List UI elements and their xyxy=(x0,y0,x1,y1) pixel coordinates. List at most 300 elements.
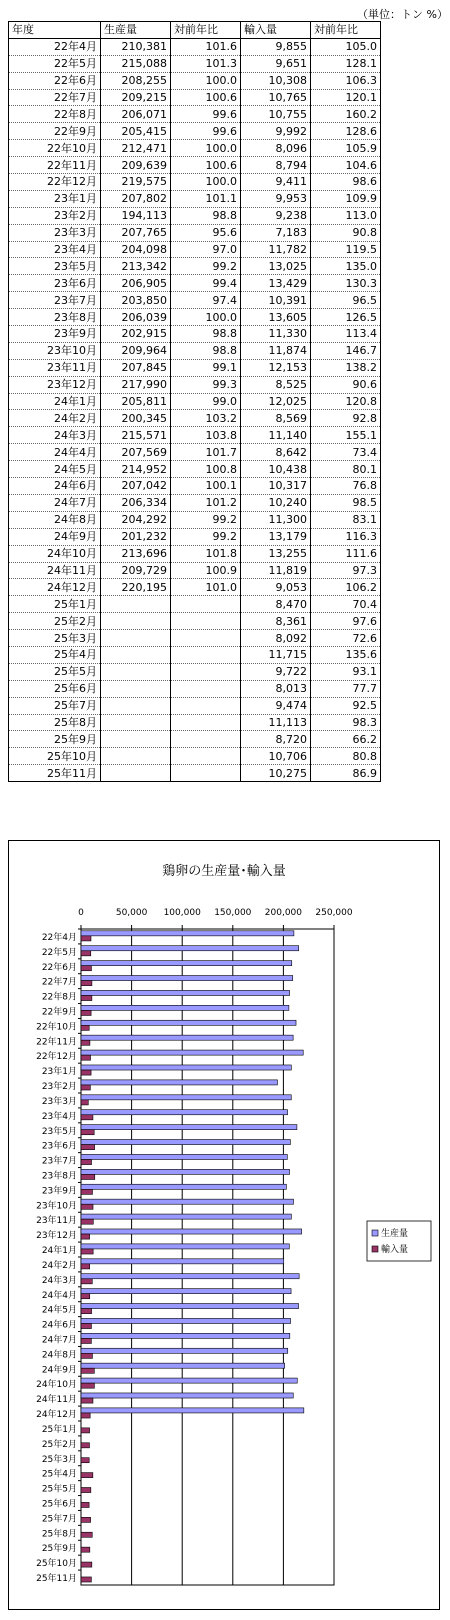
bar-production xyxy=(81,1318,291,1323)
bar-production xyxy=(81,1393,293,1398)
bar-import xyxy=(81,1413,90,1418)
cell-year: 25年8月 xyxy=(9,714,101,731)
y-tick-label: 25年9月 xyxy=(41,1544,77,1555)
bar-production xyxy=(81,1348,288,1353)
y-tick-label: 24年4月 xyxy=(41,1290,77,1301)
x-tick-label: 100,000 xyxy=(163,908,201,918)
cell-year: 22年10月 xyxy=(9,140,101,157)
cell-year: 25年1月 xyxy=(9,596,101,613)
cell-production: 206,039 xyxy=(101,309,171,326)
bar-production xyxy=(81,1274,299,1279)
x-tick-label: 0 xyxy=(78,908,84,918)
bar-production xyxy=(81,1408,304,1413)
cell-production-ratio: 100.0 xyxy=(171,72,241,89)
cell-import-ratio: 90.8 xyxy=(311,224,381,241)
cell-production-ratio xyxy=(171,630,241,647)
plot-area xyxy=(81,929,334,1585)
cell-import: 9,651 xyxy=(241,55,311,72)
y-tick-label: 24年1月 xyxy=(41,1246,77,1257)
bar-import xyxy=(81,1279,92,1284)
y-tick-label: 25年7月 xyxy=(41,1514,77,1525)
cell-production: 207,802 xyxy=(101,190,171,207)
header-production: 生産量 xyxy=(101,22,171,39)
cell-production: 208,255 xyxy=(101,72,171,89)
cell-production-ratio: 98.8 xyxy=(171,207,241,224)
bar-import xyxy=(81,1443,89,1448)
y-tick-label: 24年7月 xyxy=(41,1335,77,1346)
y-tick-label: 24年5月 xyxy=(41,1305,77,1316)
cell-production-ratio xyxy=(171,613,241,630)
table-row xyxy=(9,275,381,292)
cell-import: 7,183 xyxy=(241,224,311,241)
cell-production-ratio: 97.0 xyxy=(171,241,241,258)
cell-year: 22年6月 xyxy=(9,72,101,89)
cell-production-ratio: 98.8 xyxy=(171,342,241,359)
bar-production xyxy=(81,931,294,936)
bar-production xyxy=(81,1020,296,1025)
cell-production-ratio: 99.0 xyxy=(171,393,241,410)
cell-import: 11,140 xyxy=(241,427,311,444)
cell-year: 22年9月 xyxy=(9,123,101,140)
y-tick-label: 22年10月 xyxy=(36,1022,77,1033)
table-row xyxy=(9,207,381,224)
header-production-ratio: 対前年比 xyxy=(171,22,241,39)
chart-title: 鶏卵の生産量･輸入量 xyxy=(162,864,286,879)
bar-import xyxy=(81,1070,91,1075)
bar-production xyxy=(81,1035,293,1040)
cell-import: 11,300 xyxy=(241,511,311,528)
bar-import xyxy=(81,1294,90,1299)
y-tick-label: 23年5月 xyxy=(41,1126,77,1137)
cell-year: 25年5月 xyxy=(9,663,101,680)
cell-production: 209,215 xyxy=(101,89,171,106)
cell-year: 24年9月 xyxy=(9,528,101,545)
y-tick-label: 24年11月 xyxy=(36,1395,77,1406)
cell-import: 8,470 xyxy=(241,596,311,613)
bar-import xyxy=(81,936,91,941)
cell-production-ratio xyxy=(171,596,241,613)
bar-import xyxy=(81,1219,93,1224)
table-row xyxy=(9,258,381,275)
bar-production xyxy=(81,1214,291,1219)
y-tick-label: 22年11月 xyxy=(36,1037,77,1048)
cell-production-ratio xyxy=(171,765,241,782)
bar-import xyxy=(81,1025,89,1030)
cell-year: 23年10月 xyxy=(9,342,101,359)
cell-production-ratio: 99.2 xyxy=(171,528,241,545)
cell-import: 9,953 xyxy=(241,190,311,207)
table-row xyxy=(9,72,381,89)
cell-import: 12,025 xyxy=(241,393,311,410)
cell-production-ratio: 99.3 xyxy=(171,376,241,393)
table-row xyxy=(9,714,381,731)
cell-year: 22年7月 xyxy=(9,89,101,106)
bar-import xyxy=(81,1249,93,1254)
y-tick-label: 24年10月 xyxy=(36,1380,77,1391)
cell-import: 13,605 xyxy=(241,309,311,326)
cell-import-ratio: 97.3 xyxy=(311,562,381,579)
y-tick-label: 23年11月 xyxy=(36,1216,77,1227)
cell-year: 22年8月 xyxy=(9,106,101,123)
bar-production xyxy=(81,1259,284,1264)
cell-import: 12,153 xyxy=(241,359,311,376)
y-tick-label: 24年9月 xyxy=(41,1365,77,1376)
cell-import-ratio: 126.5 xyxy=(311,309,381,326)
table-row xyxy=(9,359,381,376)
cell-year: 22年12月 xyxy=(9,174,101,191)
cell-production: 215,571 xyxy=(101,427,171,444)
cell-import: 8,569 xyxy=(241,410,311,427)
cell-import: 11,874 xyxy=(241,342,311,359)
cell-import-ratio: 92.8 xyxy=(311,410,381,427)
cell-import-ratio: 113.4 xyxy=(311,326,381,343)
cell-import-ratio: 119.5 xyxy=(311,241,381,258)
table-row xyxy=(9,174,381,191)
cell-import: 11,330 xyxy=(241,326,311,343)
cell-production-ratio xyxy=(171,714,241,731)
bar-import xyxy=(81,1264,90,1269)
bar-production xyxy=(81,1378,297,1383)
cell-year: 24年2月 xyxy=(9,410,101,427)
cell-import: 9,053 xyxy=(241,579,311,596)
cell-year: 24年4月 xyxy=(9,444,101,461)
y-tick-label: 22年12月 xyxy=(36,1052,77,1063)
cell-production: 209,639 xyxy=(101,157,171,174)
y-tick-label: 25年4月 xyxy=(41,1469,77,1480)
cell-production-ratio xyxy=(171,697,241,714)
cell-import-ratio: 138.2 xyxy=(311,359,381,376)
table-row xyxy=(9,427,381,444)
bar-import xyxy=(81,1159,92,1164)
cell-import-ratio: 98.6 xyxy=(311,174,381,191)
cell-import-ratio: 80.1 xyxy=(311,461,381,478)
cell-import-ratio: 70.4 xyxy=(311,596,381,613)
bar-chart xyxy=(9,841,439,1609)
cell-production-ratio xyxy=(171,731,241,748)
cell-production: 204,292 xyxy=(101,511,171,528)
y-tick-label: 23年2月 xyxy=(41,1082,77,1093)
cell-import: 13,025 xyxy=(241,258,311,275)
y-tick-label: 25年6月 xyxy=(41,1499,77,1510)
cell-production: 207,765 xyxy=(101,224,171,241)
table-row xyxy=(9,292,381,309)
cell-year: 23年9月 xyxy=(9,326,101,343)
y-tick-label: 22年4月 xyxy=(41,932,77,943)
bar-import xyxy=(81,995,92,1000)
cell-import: 13,429 xyxy=(241,275,311,292)
cell-production: 213,342 xyxy=(101,258,171,275)
cell-import: 11,819 xyxy=(241,562,311,579)
cell-production xyxy=(101,613,171,630)
cell-production: 214,952 xyxy=(101,461,171,478)
table-row xyxy=(9,528,381,545)
bar-production xyxy=(81,990,290,995)
cell-production xyxy=(101,663,171,680)
table-row xyxy=(9,241,381,258)
y-tick-label: 22年8月 xyxy=(41,992,77,1003)
bar-import xyxy=(81,1383,94,1388)
cell-production-ratio: 100.0 xyxy=(171,309,241,326)
cell-production: 210,381 xyxy=(101,38,171,55)
cell-import-ratio: 106.3 xyxy=(311,72,381,89)
cell-import-ratio: 86.9 xyxy=(311,765,381,782)
cell-import-ratio: 105.9 xyxy=(311,140,381,157)
cell-production-ratio: 99.1 xyxy=(171,359,241,376)
y-tick-label: 23年6月 xyxy=(41,1141,77,1152)
bar-import xyxy=(81,1010,91,1015)
table-row xyxy=(9,731,381,748)
table-row xyxy=(9,393,381,410)
cell-production-ratio: 100.6 xyxy=(171,89,241,106)
cell-import-ratio: 96.5 xyxy=(311,292,381,309)
cell-import: 9,722 xyxy=(241,663,311,680)
table-row xyxy=(9,224,381,241)
table-row xyxy=(9,663,381,680)
bar-import xyxy=(81,1517,91,1522)
table-row xyxy=(9,697,381,714)
bar-import xyxy=(81,1398,93,1403)
cell-import-ratio: 146.7 xyxy=(311,342,381,359)
cell-production-ratio: 97.4 xyxy=(171,292,241,309)
table-row xyxy=(9,765,381,782)
cell-production: 207,042 xyxy=(101,478,171,495)
cell-import-ratio: 135.6 xyxy=(311,646,381,663)
cell-production-ratio: 100.0 xyxy=(171,140,241,157)
bar-import xyxy=(81,1502,89,1507)
bar-production xyxy=(81,1184,286,1189)
cell-production-ratio: 99.2 xyxy=(171,511,241,528)
cell-import: 11,715 xyxy=(241,646,311,663)
bar-import xyxy=(81,1562,92,1567)
bar-import xyxy=(81,1338,91,1343)
cell-import-ratio: 73.4 xyxy=(311,444,381,461)
table-row xyxy=(9,511,381,528)
cell-year: 23年5月 xyxy=(9,258,101,275)
cell-production-ratio: 100.8 xyxy=(171,461,241,478)
cell-import-ratio: 113.0 xyxy=(311,207,381,224)
cell-import: 9,855 xyxy=(241,38,311,55)
bar-import xyxy=(81,1204,93,1209)
legend-box xyxy=(367,1221,431,1261)
table-row xyxy=(9,342,381,359)
cell-production: 215,088 xyxy=(101,55,171,72)
y-tick-label: 22年7月 xyxy=(41,977,77,988)
bar-production xyxy=(81,1363,285,1368)
y-tick-label: 23年4月 xyxy=(41,1111,77,1122)
cell-production: 201,232 xyxy=(101,528,171,545)
y-tick-label: 23年10月 xyxy=(36,1201,77,1212)
bar-production xyxy=(81,1095,291,1100)
y-tick-label: 25年2月 xyxy=(41,1439,77,1450)
table-row xyxy=(9,309,381,326)
cell-year: 25年7月 xyxy=(9,697,101,714)
cell-production: 203,850 xyxy=(101,292,171,309)
cell-year: 24年3月 xyxy=(9,427,101,444)
cell-production-ratio xyxy=(171,748,241,765)
bar-production xyxy=(81,1050,303,1055)
cell-import-ratio: 92.5 xyxy=(311,697,381,714)
cell-production: 212,471 xyxy=(101,140,171,157)
cell-production: 206,071 xyxy=(101,106,171,123)
y-tick-label: 24年12月 xyxy=(36,1410,77,1421)
cell-production: 206,334 xyxy=(101,494,171,511)
cell-production: 194,113 xyxy=(101,207,171,224)
y-tick-label: 24年2月 xyxy=(41,1260,77,1271)
cell-production: 209,964 xyxy=(101,342,171,359)
cell-production: 213,696 xyxy=(101,545,171,562)
cell-production xyxy=(101,765,171,782)
bar-production xyxy=(81,1304,299,1309)
cell-production xyxy=(101,680,171,697)
cell-year: 24年5月 xyxy=(9,461,101,478)
cell-import-ratio: 120.1 xyxy=(311,89,381,106)
cell-import: 11,113 xyxy=(241,714,311,731)
bar-import xyxy=(81,981,92,986)
table-row xyxy=(9,38,381,55)
bar-import xyxy=(81,1309,92,1314)
cell-production: 205,811 xyxy=(101,393,171,410)
cell-import-ratio: 90.6 xyxy=(311,376,381,393)
cell-year: 25年6月 xyxy=(9,680,101,697)
table-row xyxy=(9,545,381,562)
bar-production xyxy=(81,1229,302,1234)
cell-import: 9,992 xyxy=(241,123,311,140)
cell-import-ratio: 109.9 xyxy=(311,190,381,207)
cell-production-ratio xyxy=(171,680,241,697)
bar-import xyxy=(81,1040,90,1045)
cell-year: 23年11月 xyxy=(9,359,101,376)
bar-import xyxy=(81,1547,90,1552)
cell-import: 9,238 xyxy=(241,207,311,224)
bar-import xyxy=(81,1189,92,1194)
header-import-ratio: 対前年比 xyxy=(311,22,381,39)
bar-production xyxy=(81,1140,290,1145)
table-header-row xyxy=(9,22,381,39)
cell-import-ratio: 135.0 xyxy=(311,258,381,275)
y-tick-label: 23年9月 xyxy=(41,1186,77,1197)
cell-production-ratio: 101.7 xyxy=(171,444,241,461)
x-tick-label: 200,000 xyxy=(264,908,303,918)
cell-import: 8,096 xyxy=(241,140,311,157)
bar-import xyxy=(81,1130,94,1135)
bar-production xyxy=(81,1005,289,1010)
cell-import-ratio: 128.6 xyxy=(311,123,381,140)
legend-swatch-production xyxy=(372,1230,378,1236)
bar-import xyxy=(81,951,91,956)
bar-import xyxy=(81,1100,88,1105)
cell-import-ratio: 98.3 xyxy=(311,714,381,731)
legend-label-import: 輸入量 xyxy=(381,1245,409,1255)
bar-production xyxy=(81,1199,293,1204)
cell-year: 23年1月 xyxy=(9,190,101,207)
y-tick-label: 22年9月 xyxy=(41,1007,77,1018)
cell-year: 25年3月 xyxy=(9,630,101,647)
cell-production: 219,575 xyxy=(101,174,171,191)
table-row xyxy=(9,89,381,106)
cell-import: 10,438 xyxy=(241,461,311,478)
cell-year: 22年4月 xyxy=(9,38,101,55)
cell-import-ratio: 80.8 xyxy=(311,748,381,765)
bar-import xyxy=(81,1473,93,1478)
cell-production-ratio: 98.8 xyxy=(171,326,241,343)
table-row xyxy=(9,630,381,647)
y-tick-label: 25年3月 xyxy=(41,1454,77,1465)
cell-year: 22年5月 xyxy=(9,55,101,72)
legend-label-production: 生産量 xyxy=(381,1229,409,1239)
cell-year: 25年2月 xyxy=(9,613,101,630)
cell-import-ratio: 116.3 xyxy=(311,528,381,545)
cell-import: 8,013 xyxy=(241,680,311,697)
cell-production: 207,845 xyxy=(101,359,171,376)
egg-data-table xyxy=(8,21,381,782)
cell-import-ratio: 72.6 xyxy=(311,630,381,647)
cell-production-ratio: 101.8 xyxy=(171,545,241,562)
header-year: 年度 xyxy=(9,22,101,39)
cell-production-ratio: 100.6 xyxy=(171,157,241,174)
cell-year: 23年4月 xyxy=(9,241,101,258)
cell-import-ratio: 105.0 xyxy=(311,38,381,55)
cell-import: 13,179 xyxy=(241,528,311,545)
cell-production-ratio: 95.6 xyxy=(171,224,241,241)
cell-import-ratio: 111.6 xyxy=(311,545,381,562)
y-tick-label: 24年3月 xyxy=(41,1275,77,1286)
y-tick-label: 23年8月 xyxy=(41,1171,77,1182)
bar-production xyxy=(81,1065,291,1070)
cell-production: 220,195 xyxy=(101,579,171,596)
y-tick-label: 25年11月 xyxy=(36,1574,77,1585)
cell-production: 205,415 xyxy=(101,123,171,140)
cell-year: 24年8月 xyxy=(9,511,101,528)
cell-import: 8,720 xyxy=(241,731,311,748)
y-tick-label: 24年8月 xyxy=(41,1350,77,1361)
cell-year: 24年10月 xyxy=(9,545,101,562)
y-tick-label: 22年6月 xyxy=(41,962,77,973)
table-row xyxy=(9,55,381,72)
y-tick-label: 24年6月 xyxy=(41,1320,77,1331)
cell-import: 10,317 xyxy=(241,478,311,495)
cell-year: 23年7月 xyxy=(9,292,101,309)
cell-production xyxy=(101,714,171,731)
bar-import xyxy=(81,1174,95,1179)
bar-production xyxy=(81,1169,290,1174)
bar-production xyxy=(81,1110,288,1115)
cell-import: 11,782 xyxy=(241,241,311,258)
table-row xyxy=(9,376,381,393)
cell-year: 25年4月 xyxy=(9,646,101,663)
bar-import xyxy=(81,1323,91,1328)
x-tick-label: 50,000 xyxy=(115,908,148,918)
table-row xyxy=(9,478,381,495)
cell-production xyxy=(101,646,171,663)
cell-production-ratio: 99.6 xyxy=(171,106,241,123)
y-tick-label: 23年12月 xyxy=(36,1231,77,1242)
table-row xyxy=(9,596,381,613)
cell-year: 25年11月 xyxy=(9,765,101,782)
bar-production xyxy=(81,1154,287,1159)
cell-production-ratio: 99.4 xyxy=(171,275,241,292)
cell-year: 25年9月 xyxy=(9,731,101,748)
cell-import-ratio: 106.2 xyxy=(311,579,381,596)
bar-import xyxy=(81,1115,93,1120)
cell-production-ratio xyxy=(171,646,241,663)
table-body xyxy=(9,38,381,781)
cell-year: 23年8月 xyxy=(9,309,101,326)
y-tick-label: 22年5月 xyxy=(41,947,77,958)
cell-production-ratio: 101.6 xyxy=(171,38,241,55)
cell-production: 206,905 xyxy=(101,275,171,292)
cell-year: 22年11月 xyxy=(9,157,101,174)
cell-production: 200,345 xyxy=(101,410,171,427)
